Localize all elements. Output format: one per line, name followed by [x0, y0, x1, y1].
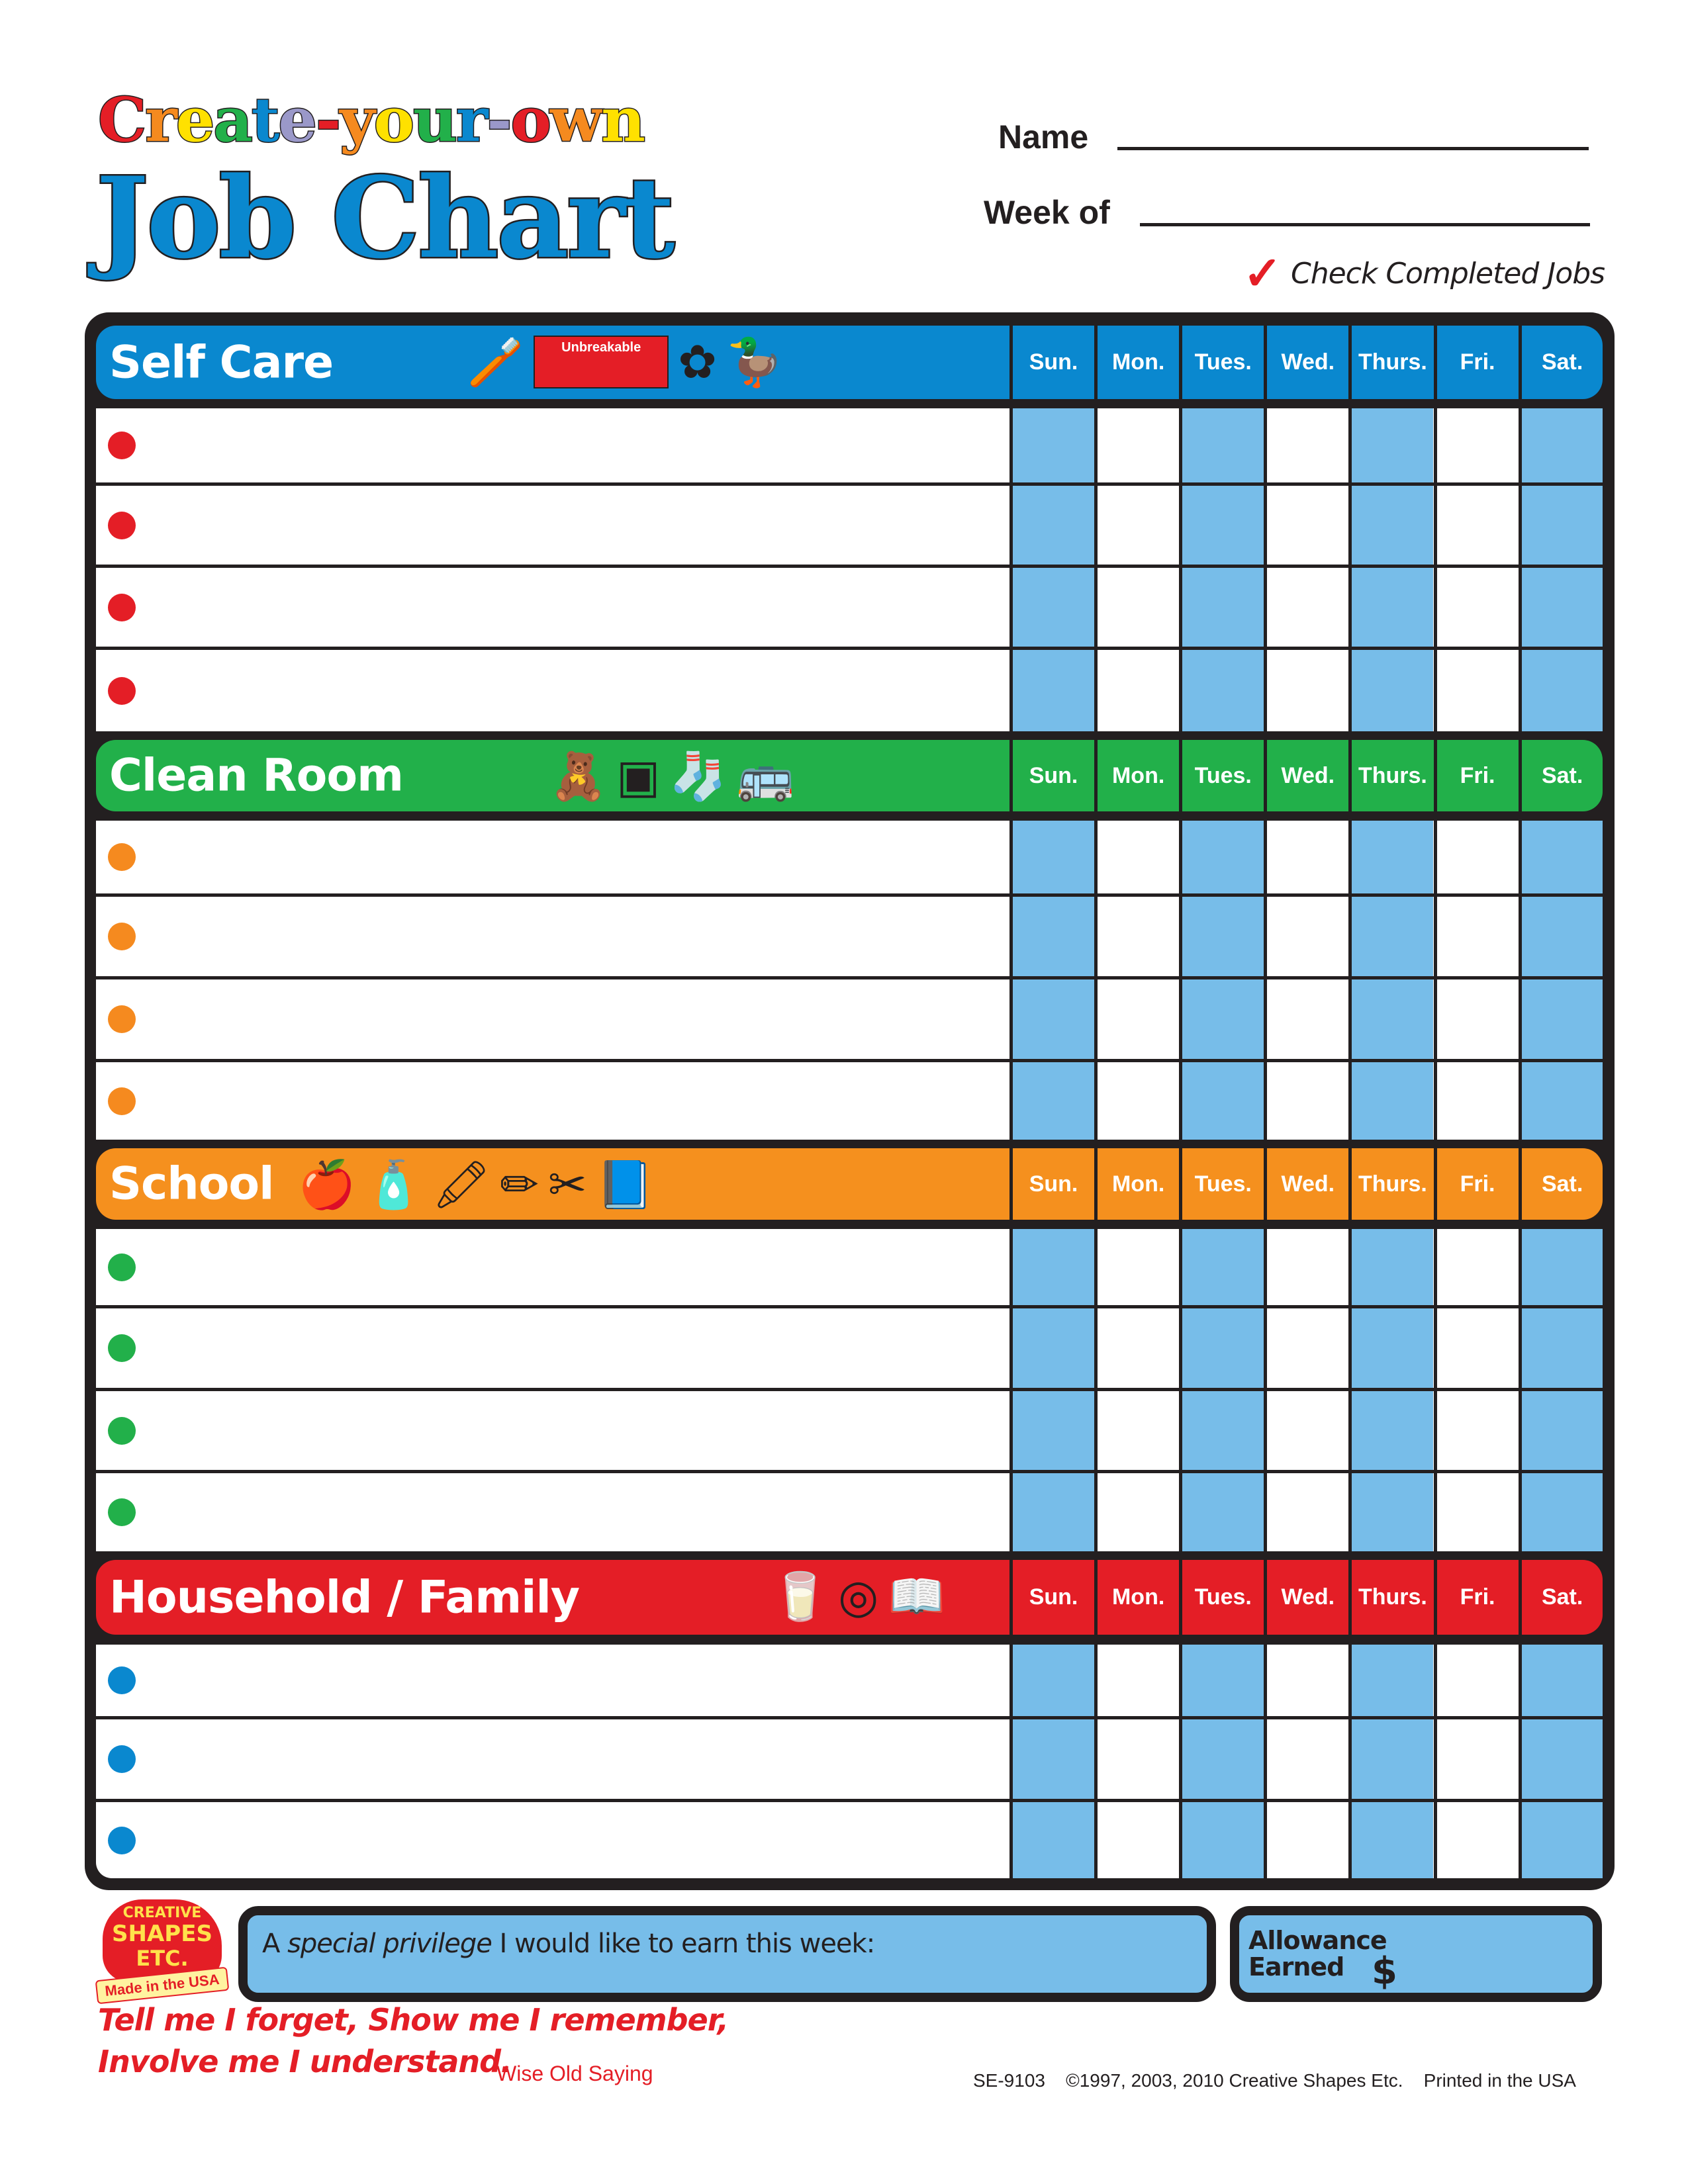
bullet-dot-icon: [108, 923, 136, 950]
check-cell-wed[interactable]: [1264, 1229, 1348, 1305]
check-cell-tues[interactable]: [1179, 1308, 1264, 1388]
check-cell-fri[interactable]: [1434, 568, 1519, 647]
title-letter: u: [412, 84, 456, 156]
bullet-dot-icon: [108, 1745, 136, 1773]
footer-printed: Printed in the USA: [1423, 2070, 1576, 2091]
job-name-input[interactable]: [149, 568, 996, 647]
check-cell-mon[interactable]: [1094, 1391, 1179, 1470]
dollar-sign: $: [1372, 1950, 1397, 1993]
check-cell-tues[interactable]: [1179, 979, 1264, 1059]
check-cell-tues[interactable]: [1179, 1719, 1264, 1799]
section-illustrations: [549, 747, 794, 806]
job-row: [96, 897, 1603, 979]
bullet-dot-icon: [108, 1498, 136, 1526]
job-name-input[interactable]: [149, 1473, 996, 1551]
week-of-field[interactable]: [1140, 223, 1590, 226]
job-name-input[interactable]: [149, 1308, 996, 1388]
section-rows: [96, 1229, 1603, 1551]
toothbrush-icon: 🪥: [467, 336, 525, 388]
crayons-icon: 🖍: [432, 1159, 491, 1210]
day-header-mon: Mon.: [1094, 326, 1179, 399]
check-cell-sun[interactable]: [1009, 979, 1094, 1059]
section-header-household-family: [96, 1560, 1603, 1635]
check-cell-sun[interactable]: [1009, 486, 1094, 565]
job-row: [96, 979, 1603, 1062]
rubber-duck-icon: 🦆: [726, 336, 784, 388]
check-cell-sat[interactable]: [1519, 821, 1603, 893]
check-cell-fri[interactable]: [1434, 1308, 1519, 1388]
bullet-dot-icon: [108, 843, 136, 871]
day-header-sat: Sat.: [1519, 740, 1603, 811]
check-cell-wed[interactable]: [1264, 821, 1348, 893]
check-cell-sat[interactable]: [1519, 1308, 1603, 1388]
job-name-input[interactable]: [149, 1229, 996, 1305]
scissors-icon: ✂: [547, 1159, 587, 1210]
job-name-input[interactable]: [149, 897, 996, 976]
job-name-input[interactable]: [149, 1062, 996, 1140]
pencil-icon: ✏: [500, 1159, 539, 1210]
job-name-input[interactable]: [149, 408, 996, 482]
logo-line-shapes: SHAPES: [112, 1921, 212, 1947]
open-book-icon: 📖: [888, 1570, 946, 1622]
day-header-mon: Mon.: [1094, 1148, 1179, 1220]
check-cell-sat[interactable]: [1519, 897, 1603, 976]
logo-line-etc: ETC.: [136, 1946, 189, 1971]
check-cell-wed[interactable]: [1264, 1802, 1348, 1878]
bullet-dot-icon: [108, 1005, 136, 1033]
check-cell-tues[interactable]: [1179, 897, 1264, 976]
day-header-fri: Fri.: [1434, 1148, 1519, 1220]
bullet-dot-icon: [108, 1417, 136, 1445]
check-cell-sat[interactable]: [1519, 650, 1603, 731]
bullet-dot-icon: [108, 512, 136, 539]
day-header-thurs: Thurs.: [1348, 740, 1433, 811]
special-privilege-label: A special privilege I would like to earn this week:: [262, 1929, 875, 1959]
bullet-dot-icon: [108, 1087, 136, 1115]
day-header-sun: Sun.: [1009, 326, 1094, 399]
quote-line-2: Involve me I understand.: [98, 2044, 512, 2079]
check-cell-sat[interactable]: [1519, 1645, 1603, 1716]
title-letter: -: [315, 84, 340, 156]
day-header-wed: Wed.: [1264, 326, 1348, 399]
check-cell-fri[interactable]: [1434, 1645, 1519, 1716]
check-cell-tues[interactable]: [1179, 1391, 1264, 1470]
check-cell-mon[interactable]: [1094, 1802, 1179, 1878]
day-header-fri: Fri.: [1434, 740, 1519, 811]
name-field[interactable]: [1117, 147, 1589, 150]
check-cell-sun[interactable]: [1009, 1719, 1094, 1799]
check-cell-tues[interactable]: [1179, 1229, 1264, 1305]
check-cell-tues[interactable]: [1179, 486, 1264, 565]
book-icon: 📘: [596, 1159, 654, 1210]
day-header-sun: Sun.: [1009, 1560, 1094, 1635]
check-cell-fri[interactable]: [1434, 897, 1519, 976]
title-letter: r: [145, 84, 176, 156]
job-row: [96, 821, 1603, 897]
check-cell-sun[interactable]: [1009, 897, 1094, 976]
check-cell-wed[interactable]: [1264, 1062, 1348, 1140]
check-cell-mon[interactable]: [1094, 1229, 1179, 1305]
special-privilege-box[interactable]: [238, 1906, 1216, 2002]
check-cell-wed[interactable]: [1264, 568, 1348, 647]
day-header-tues: Tues.: [1179, 1560, 1264, 1635]
job-name-input[interactable]: [149, 1802, 996, 1878]
check-cell-mon[interactable]: [1094, 1645, 1179, 1716]
check-cell-sat[interactable]: [1519, 1719, 1603, 1799]
creative-shapes-logo: [93, 1899, 232, 1999]
check-cell-tues[interactable]: [1179, 1473, 1264, 1551]
day-header-sat: Sat.: [1519, 1148, 1603, 1220]
check-cell-tues[interactable]: [1179, 1062, 1264, 1140]
sponge-icon: ✿: [678, 336, 717, 388]
day-header-wed: Wed.: [1264, 1148, 1348, 1220]
job-row: [96, 1802, 1603, 1878]
check-cell-thurs[interactable]: [1348, 1308, 1433, 1388]
day-header-sun: Sun.: [1009, 1148, 1094, 1220]
day-header-mon: Mon.: [1094, 740, 1179, 811]
section-illustrations: [467, 332, 784, 392]
check-cell-wed[interactable]: [1264, 1719, 1348, 1799]
check-cell-sun[interactable]: [1009, 1062, 1094, 1140]
title-letter: y: [340, 84, 374, 156]
check-cell-sun[interactable]: [1009, 1802, 1094, 1878]
teddy-bear-icon: 🧸: [549, 751, 608, 802]
day-header-tues: Tues.: [1179, 740, 1264, 811]
day-header-wed: Wed.: [1264, 1560, 1348, 1635]
check-cell-sun[interactable]: [1009, 821, 1094, 893]
job-row: [96, 568, 1603, 650]
quote-line-1: Tell me I forget, Show me I remember,: [98, 2002, 729, 2038]
check-completed-jobs-label: Check Completed Jobs: [1291, 257, 1605, 291]
footer-copyright: ©1997, 2003, 2010 Creative Shapes Etc.: [1066, 2070, 1403, 2091]
job-name-input[interactable]: [149, 1391, 996, 1470]
bullet-dot-icon: [108, 1666, 136, 1694]
section-illustrations: [771, 1567, 945, 1626]
job-name-input[interactable]: [149, 486, 996, 565]
check-cell-fri[interactable]: [1434, 821, 1519, 893]
check-cell-thurs[interactable]: [1348, 486, 1433, 565]
check-cell-sat[interactable]: [1519, 1062, 1603, 1140]
section-title: Self Care: [109, 336, 334, 388]
day-header-mon: Mon.: [1094, 1560, 1179, 1635]
title-letter: n: [601, 84, 644, 156]
title-job-chart: Job Chart: [96, 152, 673, 283]
check-cell-sat[interactable]: [1519, 486, 1603, 565]
job-row: [96, 486, 1603, 568]
job-name-input[interactable]: [149, 821, 996, 893]
check-cell-mon[interactable]: [1094, 897, 1179, 976]
toy-drawer-icon: ▣: [616, 751, 661, 802]
check-cell-thurs[interactable]: [1348, 897, 1433, 976]
check-cell-wed[interactable]: [1264, 1645, 1348, 1716]
bullet-dot-icon: [108, 1253, 136, 1281]
check-cell-thurs[interactable]: [1348, 650, 1433, 731]
section-illustrations: [298, 1155, 654, 1214]
check-cell-mon[interactable]: [1094, 650, 1179, 731]
week-of-label: Week of: [984, 194, 1110, 231]
job-name-input[interactable]: [149, 979, 996, 1059]
check-cell-mon[interactable]: [1094, 1473, 1179, 1551]
school-bus-icon: 🚌: [736, 751, 794, 802]
day-header-tues: Tues.: [1179, 326, 1264, 399]
job-row: [96, 1719, 1603, 1802]
check-cell-sat[interactable]: [1519, 1802, 1603, 1878]
check-cell-wed[interactable]: [1264, 897, 1348, 976]
check-cell-sun[interactable]: [1009, 650, 1094, 731]
milk-glass-icon: 🥛: [771, 1570, 829, 1622]
check-cell-sun[interactable]: [1009, 1473, 1094, 1551]
check-cell-sun[interactable]: [1009, 1308, 1094, 1388]
check-cell-mon[interactable]: [1094, 408, 1179, 482]
check-cell-fri[interactable]: [1434, 1391, 1519, 1470]
allowance-earned-label: Allowance Earned: [1248, 1926, 1387, 1981]
check-cell-wed[interactable]: [1264, 486, 1348, 565]
day-header-sat: Sat.: [1519, 1560, 1603, 1635]
day-header-fri: Fri.: [1434, 326, 1519, 399]
check-cell-sat[interactable]: [1519, 1391, 1603, 1470]
job-row: [96, 1645, 1603, 1719]
plate-icon: ◎: [838, 1570, 879, 1622]
check-cell-wed[interactable]: [1264, 1473, 1348, 1551]
title-letter: o: [373, 84, 413, 156]
check-cell-sat[interactable]: [1519, 1229, 1603, 1305]
check-cell-tues[interactable]: [1179, 408, 1264, 482]
check-cell-thurs[interactable]: [1348, 1719, 1433, 1799]
job-name-input[interactable]: [149, 1719, 996, 1799]
check-cell-wed[interactable]: [1264, 1308, 1348, 1388]
job-row: [96, 1473, 1603, 1551]
logo-ribbon: Made in the USA: [95, 1967, 230, 2005]
title-letter: e: [175, 84, 214, 156]
check-cell-fri[interactable]: [1434, 650, 1519, 731]
job-name-input[interactable]: [149, 1645, 996, 1716]
title-letter: r: [455, 84, 487, 156]
check-cell-mon[interactable]: [1094, 1062, 1179, 1140]
check-cell-fri[interactable]: [1434, 408, 1519, 482]
check-cell-thurs[interactable]: [1348, 1391, 1433, 1470]
check-cell-sun[interactable]: [1009, 1229, 1094, 1305]
day-header-thurs: Thurs.: [1348, 1148, 1433, 1220]
title-letter: -: [487, 84, 511, 156]
section-title: School: [109, 1158, 274, 1210]
check-cell-fri[interactable]: [1434, 979, 1519, 1059]
check-cell-mon[interactable]: [1094, 1719, 1179, 1799]
section-header-self-care: [96, 326, 1603, 399]
check-cell-thurs[interactable]: [1348, 1062, 1433, 1140]
section-rows: [96, 408, 1603, 731]
job-row: [96, 650, 1603, 731]
section-header-school: [96, 1148, 1603, 1220]
check-cell-thurs[interactable]: [1348, 1645, 1433, 1716]
check-cell-mon[interactable]: [1094, 979, 1179, 1059]
check-cell-sun[interactable]: [1009, 568, 1094, 647]
check-cell-tues[interactable]: [1179, 650, 1264, 731]
bullet-dot-icon: [108, 432, 136, 459]
day-header-wed: Wed.: [1264, 740, 1348, 811]
check-cell-sat[interactable]: [1519, 1473, 1603, 1551]
title-create-your-own: [98, 84, 644, 156]
day-header-thurs: Thurs.: [1348, 326, 1433, 399]
check-cell-thurs[interactable]: [1348, 821, 1433, 893]
allowance-earned-box[interactable]: [1230, 1906, 1602, 2002]
check-cell-sun[interactable]: [1009, 1645, 1094, 1716]
job-row: [96, 1308, 1603, 1391]
footer-sku: SE-9103: [973, 2070, 1045, 2091]
checkmark-icon: ✓: [1243, 248, 1282, 299]
job-row: [96, 1229, 1603, 1308]
socks-icon: 🧦: [669, 751, 727, 802]
check-cell-tues[interactable]: [1179, 1645, 1264, 1716]
check-cell-wed[interactable]: [1264, 650, 1348, 731]
bullet-dot-icon: [108, 1334, 136, 1362]
check-cell-tues[interactable]: [1179, 568, 1264, 647]
job-row: [96, 1391, 1603, 1473]
job-name-input[interactable]: [149, 650, 996, 731]
check-cell-thurs[interactable]: [1348, 1802, 1433, 1878]
check-cell-fri[interactable]: [1434, 1719, 1519, 1799]
check-cell-sat[interactable]: [1519, 408, 1603, 482]
check-cell-mon[interactable]: [1094, 821, 1179, 893]
job-row: [96, 1062, 1603, 1140]
check-cell-fri[interactable]: [1434, 1473, 1519, 1551]
day-header-tues: Tues.: [1179, 1148, 1264, 1220]
day-header-sat: Sat.: [1519, 326, 1603, 399]
job-row: [96, 408, 1603, 486]
comb-icon: Unbreakable: [534, 336, 669, 388]
bullet-dot-icon: [108, 1827, 136, 1854]
logo-line-creative: CREATIVE: [122, 1905, 202, 1921]
check-cell-wed[interactable]: [1264, 408, 1348, 482]
check-cell-mon[interactable]: [1094, 486, 1179, 565]
title-letter: o: [510, 84, 550, 156]
check-cell-sun[interactable]: [1009, 1391, 1094, 1470]
check-cell-mon[interactable]: [1094, 568, 1179, 647]
check-cell-thurs[interactable]: [1348, 1229, 1433, 1305]
name-label: Name: [998, 118, 1089, 156]
title-letter: e: [278, 84, 316, 156]
day-header-fri: Fri.: [1434, 1560, 1519, 1635]
check-cell-wed[interactable]: [1264, 1391, 1348, 1470]
bullet-dot-icon: [108, 594, 136, 621]
check-cell-sat[interactable]: [1519, 568, 1603, 647]
day-header-sun: Sun.: [1009, 740, 1094, 811]
check-cell-mon[interactable]: [1094, 1308, 1179, 1388]
section-title: Clean Room: [109, 749, 403, 802]
day-header-thurs: Thurs.: [1348, 1560, 1433, 1635]
check-cell-tues[interactable]: [1179, 821, 1264, 893]
check-cell-thurs[interactable]: [1348, 568, 1433, 647]
title-letter: a: [213, 84, 252, 156]
section-header-clean-room: [96, 740, 1603, 811]
glue-bottle-icon: 🧴: [365, 1159, 423, 1210]
check-cell-wed[interactable]: [1264, 979, 1348, 1059]
check-cell-thurs[interactable]: [1348, 408, 1433, 482]
apple-icon: 🍎: [298, 1159, 356, 1210]
check-cell-thurs[interactable]: [1348, 1473, 1433, 1551]
check-cell-sun[interactable]: [1009, 408, 1094, 482]
footer-text: [973, 2070, 1576, 2091]
bullet-dot-icon: [108, 677, 136, 705]
check-cell-fri[interactable]: [1434, 1229, 1519, 1305]
section-title: Household / Family: [109, 1571, 580, 1623]
check-cell-thurs[interactable]: [1348, 979, 1433, 1059]
check-cell-fri[interactable]: [1434, 1062, 1519, 1140]
title-letter: w: [549, 84, 602, 156]
check-cell-fri[interactable]: [1434, 1802, 1519, 1878]
section-rows: [96, 1645, 1603, 1878]
check-cell-fri[interactable]: [1434, 486, 1519, 565]
title-letter: C: [98, 84, 146, 156]
check-cell-tues[interactable]: [1179, 1802, 1264, 1878]
title-letter: t: [251, 84, 279, 156]
section-rows: [96, 821, 1603, 1140]
quote-attribution: Wise Old Saying: [496, 2062, 653, 2085]
check-cell-sat[interactable]: [1519, 979, 1603, 1059]
